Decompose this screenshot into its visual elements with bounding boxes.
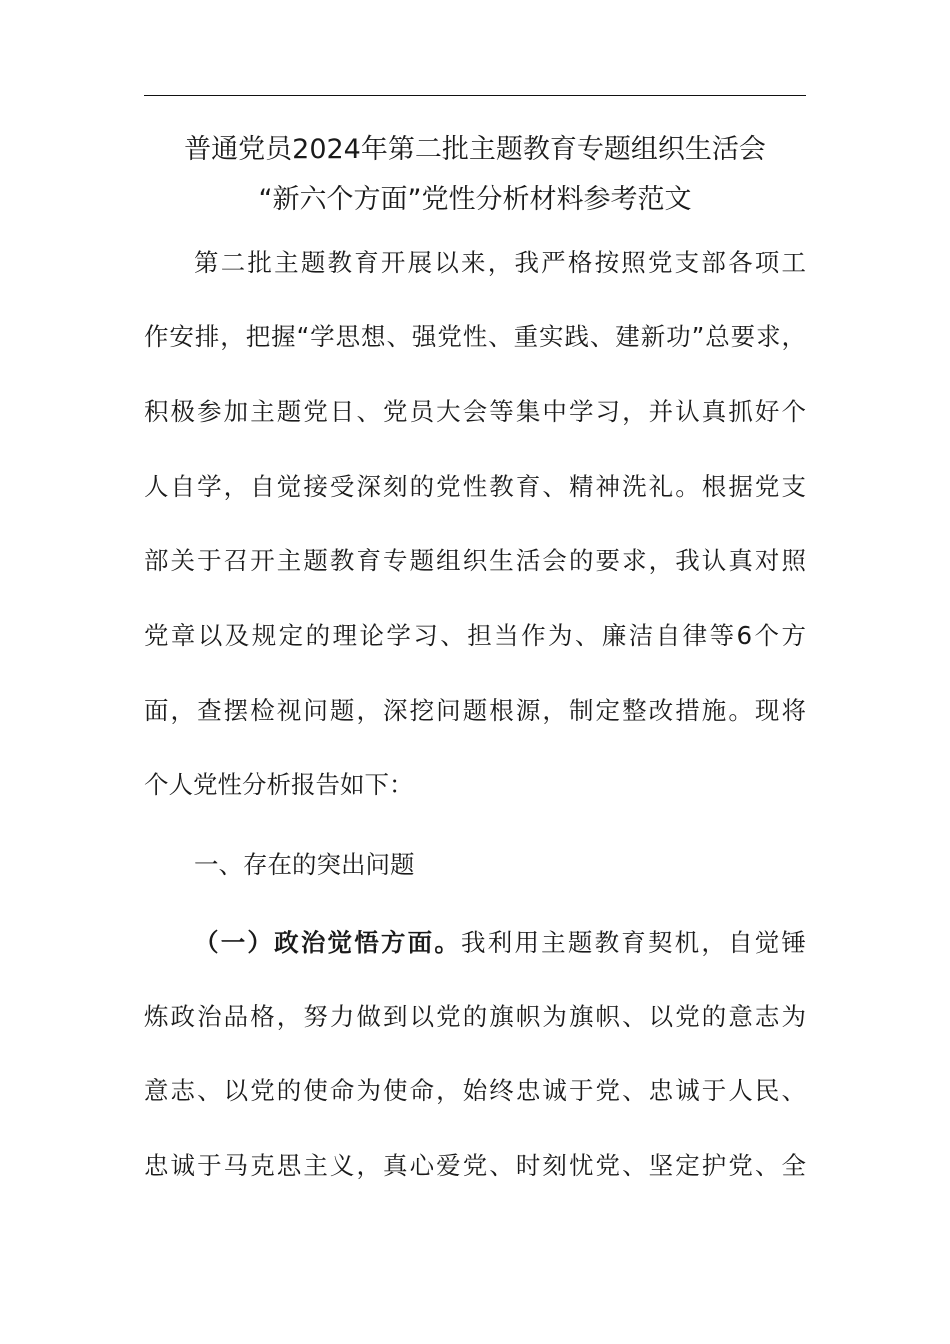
intro-line-4: 人自学，自觉接受深刻的党性教育、精神洗礼。根据党支 (144, 472, 806, 501)
subsection-heading: （一）政治觉悟方面。 (194, 928, 462, 957)
intro-line-6: 党章以及规定的理论学习、担当作为、廉洁自律等6个方 (144, 621, 806, 650)
subsection-line-4: 忠诚于马克思主义，真心爱党、时刻忧党、坚定护党、全 (144, 1151, 806, 1180)
subsection-first-line-text: 我利用主题教育契机，自觉锤 (461, 928, 807, 957)
subsection-first-line (194, 925, 806, 961)
intro-line-7: 面，查摆检视问题，深挖问题根源，制定整改措施。现将 (144, 696, 806, 725)
intro-line-1: 第二批主题教育开展以来，我严格按照党支部各项工 (194, 248, 806, 277)
section-heading: 一、存在的突出问题 (194, 850, 415, 879)
document-title-line-2: “新六个方面”党性分析材料参考范文 (258, 184, 692, 215)
intro-line-3: 积极参加主题党日、党员大会等集中学习，并认真抓好个 (144, 397, 806, 426)
document-title-line-1: 普通党员2024年第二批主题教育专题组织生活会 (184, 134, 766, 165)
intro-line-2: 作安排，把握“学思想、强党性、重实践、建新功”总要求， (144, 322, 806, 351)
subsection-line-2: 炼政治品格，努力做到以党的旗帜为旗帜、以党的意志为 (144, 1002, 806, 1031)
intro-line-8: 个人党性分析报告如下： (144, 770, 414, 799)
header-rule (144, 95, 806, 96)
subsection-line-3: 意志、以党的使命为使命，始终忠诚于党、忠诚于人民、 (144, 1076, 806, 1105)
intro-line-5: 部关于召开主题教育专题组织生活会的要求，我认真对照 (144, 546, 806, 575)
